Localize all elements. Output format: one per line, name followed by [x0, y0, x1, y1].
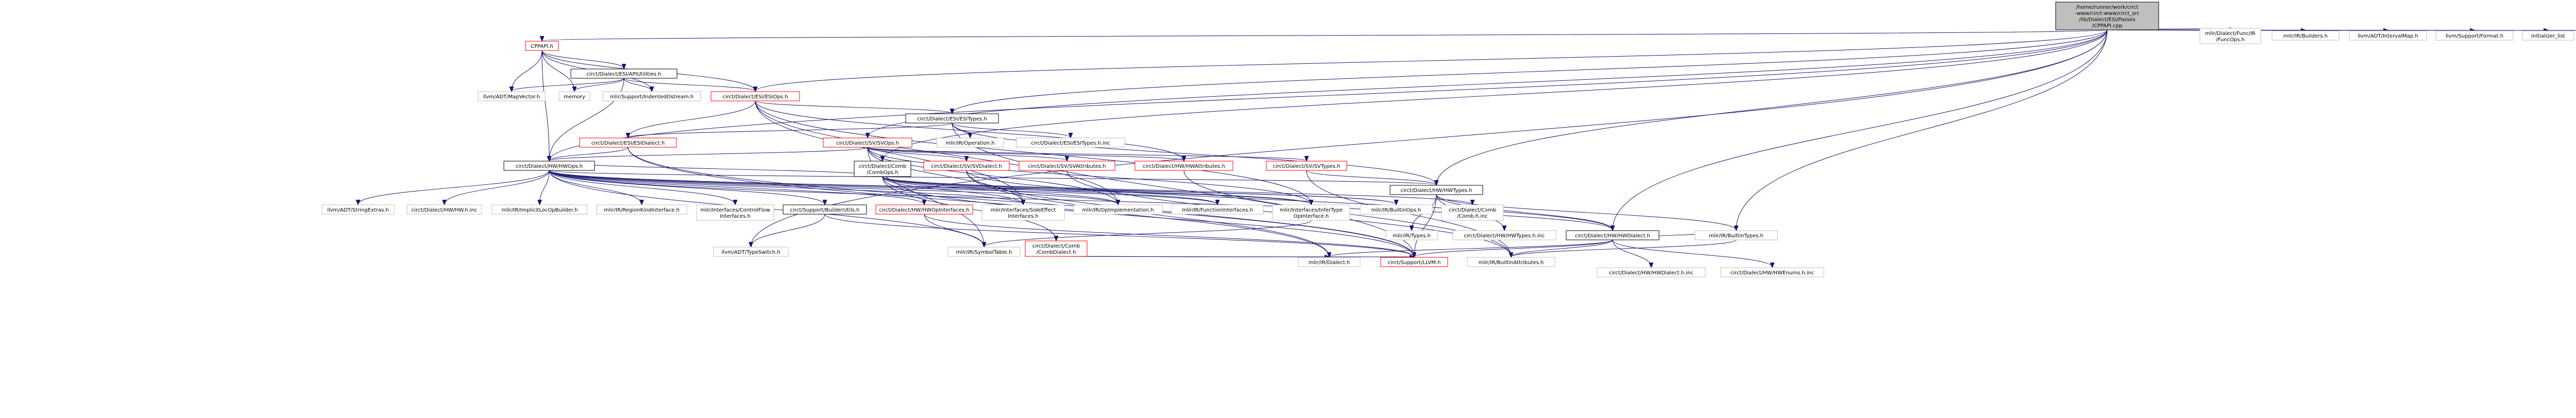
node-hwopinterfaces[interactable]: [876, 205, 973, 214]
node-label: circt/Dialect/Comb: [858, 164, 907, 169]
node-hwops[interactable]: [504, 161, 595, 170]
node-cppapi-h[interactable]: [526, 41, 558, 50]
node-label: initializer_list: [2531, 33, 2565, 39]
node-label: mlir/Dialect/Func/IR: [2205, 31, 2256, 37]
edge-hwdialect-to-hwenums_inc: [1613, 240, 1772, 267]
edge-esiapiutils-to-hwops: [549, 78, 624, 161]
node-label: /home/runner/work/circt: [2076, 5, 2139, 10]
node-esitypes-inc: [1016, 138, 1125, 147]
node-hwdialect-inc: [1597, 268, 1705, 277]
node-label: circt/Dialect/Comb: [1448, 207, 1497, 213]
node-label: mlir/Interfaces/ControlFlow: [700, 207, 770, 213]
edge-svtypes-to-hwtypes: [1307, 170, 1436, 185]
node-label: mlir/IR/Types.h: [1393, 233, 1431, 239]
edge-root-to-cppapi_h: [542, 30, 2107, 41]
node-label: circt/Dialect/HW/HWOps.h: [515, 164, 583, 169]
edge-root-to-svops: [868, 30, 2107, 137]
node-label: circt/Dialect/HW/HWAttributes.h: [1143, 164, 1225, 169]
node-intervalmap: [2349, 31, 2427, 40]
edge-root-to-hwtypes: [1436, 30, 2107, 185]
node-infertype: [1273, 205, 1350, 220]
node-label: circt/Dialect/Comb: [1032, 243, 1080, 249]
edge-svops-to-hwops: [549, 147, 868, 161]
node-label: mlir/IR/BuiltinOps.h: [1371, 207, 1421, 213]
node-root[interactable]: [2056, 2, 2159, 30]
node-stringextras: [322, 205, 394, 214]
edge-builtintypes-to-builtinattrs: [1511, 240, 1736, 257]
node-symboltable: [948, 247, 1020, 256]
node-label: circt/Dialect/SV/SVAttributes.h: [1028, 164, 1106, 169]
node-esiops[interactable]: [711, 92, 800, 101]
node-typeswitch: [714, 247, 788, 256]
edge-esiapiutils-to-memory: [574, 78, 624, 91]
node-initializer-list: [2522, 31, 2574, 40]
node-label: mlir/Interfaces/InferType: [1279, 207, 1343, 213]
node-hw-inc: [407, 205, 482, 214]
node-builtinattrs: [1467, 257, 1555, 267]
node-ir-dialect: [1298, 257, 1360, 267]
node-label: circt/Dialect/ESI/ESIDialect.h: [591, 141, 665, 146]
node-label: mlir/IR/Operation.h: [945, 141, 995, 146]
node-label: circt/Dialect/SV/SVDialect.h: [931, 164, 1002, 169]
edge-esiapiutils-to-adt_mapvector: [512, 78, 624, 91]
node-funcops: [2200, 28, 2261, 44]
edge-esitypes-to-ir_operation: [952, 123, 970, 137]
edge-cppapi_h-to-esiapiutils: [542, 50, 624, 68]
edge-root-to-hwdialect: [1613, 30, 2107, 230]
edge-hwops-to-implicitlocop: [540, 170, 550, 204]
node-combdialect[interactable]: [1025, 241, 1087, 256]
node-builtintypes: [1695, 231, 1777, 240]
node-label: mlir/IR/BuiltinAttributes.h: [1478, 260, 1544, 266]
node-label: OpInterface.h: [1293, 214, 1329, 219]
edge-hwdialect-to-builtinattrs: [1511, 240, 1613, 257]
edge-svops-to-svattributes: [868, 147, 1067, 161]
node-label: llvm/ADT/StringExtras.h: [327, 207, 389, 213]
node-label: memory: [564, 94, 585, 100]
node-svdialect[interactable]: [924, 161, 1009, 170]
node-label: circt/Dialect/SV/SVOps.h: [836, 141, 899, 146]
edge-hwops-to-stringextras: [358, 170, 549, 204]
node-label: llvm/ADT/TypeSwitch.h: [721, 250, 781, 255]
node-builtinops: [1360, 205, 1432, 214]
node-label: circt/Dialect/HW/HWDialect.h: [1575, 233, 1650, 239]
node-hwdialect[interactable]: [1566, 231, 1659, 240]
node-label: /CPPAPI.cpp: [2092, 23, 2123, 29]
node-esidialect[interactable]: [580, 138, 676, 147]
node-label: -www/circt-www/circt_src: [2075, 11, 2140, 16]
node-builderutils[interactable]: [783, 205, 867, 214]
edge-esiops-to-esidialect: [628, 101, 755, 137]
node-label: circt/Dialect/HW/HWTypes.h: [1400, 188, 1472, 194]
node-label: mlir/IR/FunctionInterfaces.h: [1181, 207, 1253, 213]
node-ir-builders: [2272, 31, 2339, 40]
node-label: mlir/IR/BuiltinTypes.h: [1709, 233, 1764, 239]
node-label: mlir/Support/IndentedOstream.h: [609, 94, 694, 100]
edge-combdialect-to-llvm_h: [1056, 256, 1414, 257]
node-svattributes[interactable]: [1019, 161, 1115, 170]
node-label: circt/Dialect/HW/HWEnums.h.inc: [1730, 270, 1815, 276]
node-label: mlir/IR/Builders.h: [2283, 33, 2328, 39]
node-svops[interactable]: [823, 138, 912, 147]
node-memory: [559, 92, 590, 101]
edge-esiops-to-hwattributes: [755, 101, 1184, 161]
edge-esiops-to-esitypes: [755, 101, 952, 113]
node-label: llvm/Support/Format.h: [2445, 33, 2504, 39]
node-controlflow: [697, 205, 774, 220]
node-hwattributes[interactable]: [1135, 161, 1233, 170]
node-svtypes[interactable]: [1266, 161, 1347, 170]
node-label: circt/Support/LLVM.h: [1387, 260, 1441, 266]
node-sideeffect: [982, 205, 1064, 220]
node-label: circt/Dialect/HW/HWDialect.h.inc: [1609, 270, 1693, 276]
node-hwtypes-inc: [1453, 231, 1556, 240]
node-label: llvm/ADT/MapVector.h: [483, 94, 540, 100]
node-label: mlir/IR/ImplicitLocOpBuilder.h: [501, 207, 578, 213]
node-label: circt/Dialect/HW/HWOpInterfaces.h: [879, 207, 970, 213]
edge-combops-to-hwops: [549, 161, 883, 177]
node-label: circt/Dialect/HW/HW.h.inc: [411, 207, 478, 213]
edge-esiapiutils-to-esiops: [624, 78, 755, 91]
node-label: mlir/IR/Dialect.h: [1308, 260, 1350, 266]
node-esiapiutils[interactable]: [571, 69, 677, 78]
node-comb-inc: [1442, 205, 1503, 220]
edge-hwops-to-hw_inc: [445, 170, 550, 204]
edge-esitypes-to-esitypes_inc: [952, 123, 1071, 137]
node-label: /FuncOps.h: [2216, 37, 2245, 43]
node-hwenums-inc: [1721, 268, 1824, 277]
edge-cppapi_h-to-adt_mapvector: [512, 50, 542, 91]
node-functioninterfaces: [1172, 205, 1263, 214]
node-indented-ostream: [603, 92, 701, 101]
node-label: circt/Dialect/ESI/APIUtilities.h: [586, 72, 662, 77]
node-label: mlir/Interfaces/SideEffect: [990, 207, 1056, 213]
node-regionkind: [597, 205, 687, 214]
node-label: mlir/IR/SymbolTable.h: [956, 250, 1012, 255]
node-label: circt/Dialect/SV/SVTypes.h: [1273, 164, 1341, 169]
node-support-format: [2436, 31, 2513, 40]
node-opimpl: [1074, 205, 1162, 214]
edge-root-to-esiops: [755, 30, 2107, 91]
node-label: circt/Dialect/ESI/ESITypes.h.inc: [1031, 141, 1110, 146]
node-label: mlir/IR/RegionKindInterface.h: [604, 207, 680, 213]
node-label: CPPAPI.h: [531, 44, 553, 49]
node-label: /Comb.h.inc: [1457, 214, 1488, 219]
node-implicitlocop: [492, 205, 587, 214]
node-label: llvm/ADT/IntervalMap.h: [2358, 33, 2418, 39]
node-label: mlir/IR/OpImplementation.h: [1082, 207, 1154, 213]
node-label: /CombOps.h: [867, 170, 899, 176]
node-label: circt/Dialect/ESI/ESITypes.h: [917, 116, 987, 122]
node-combops[interactable]: [854, 161, 911, 177]
edge-hwtypes-to-llvm_h: [1414, 195, 1436, 257]
node-label: circt/Dialect/ESI/ESIOps.h: [722, 94, 788, 100]
node-label: /lib/Dialect/ESI/Passes: [2079, 17, 2136, 23]
node-hwtypes[interactable]: [1390, 185, 1483, 195]
edge-esitypes-to-esidialect: [628, 123, 952, 137]
edge-root-to-builtintypes: [1736, 30, 2107, 230]
node-label: circt/Dialect/HW/HWTypes.h.inc: [1464, 233, 1545, 239]
node-label: circt/Support/BuilderUtils.h: [790, 207, 860, 213]
node-esitypes[interactable]: [906, 114, 998, 123]
node-ir-types: [1386, 231, 1437, 240]
node-label: Interfaces.h: [1008, 214, 1039, 219]
node-ir-operation: [937, 138, 1004, 147]
edge-cppapi_h-to-hwops: [542, 50, 549, 161]
edge-hwdialect-to-ir_dialect: [1329, 240, 1613, 257]
node-adt-mapvector: [478, 92, 545, 101]
node-label: /CombDialect.h: [1036, 250, 1076, 255]
edge-root-to-esitypes: [952, 30, 2107, 113]
node-llvm-h[interactable]: [1381, 257, 1448, 267]
edge-hwdialect-to-llvm_h: [1414, 240, 1613, 257]
node-label: Interfaces.h: [720, 214, 751, 219]
